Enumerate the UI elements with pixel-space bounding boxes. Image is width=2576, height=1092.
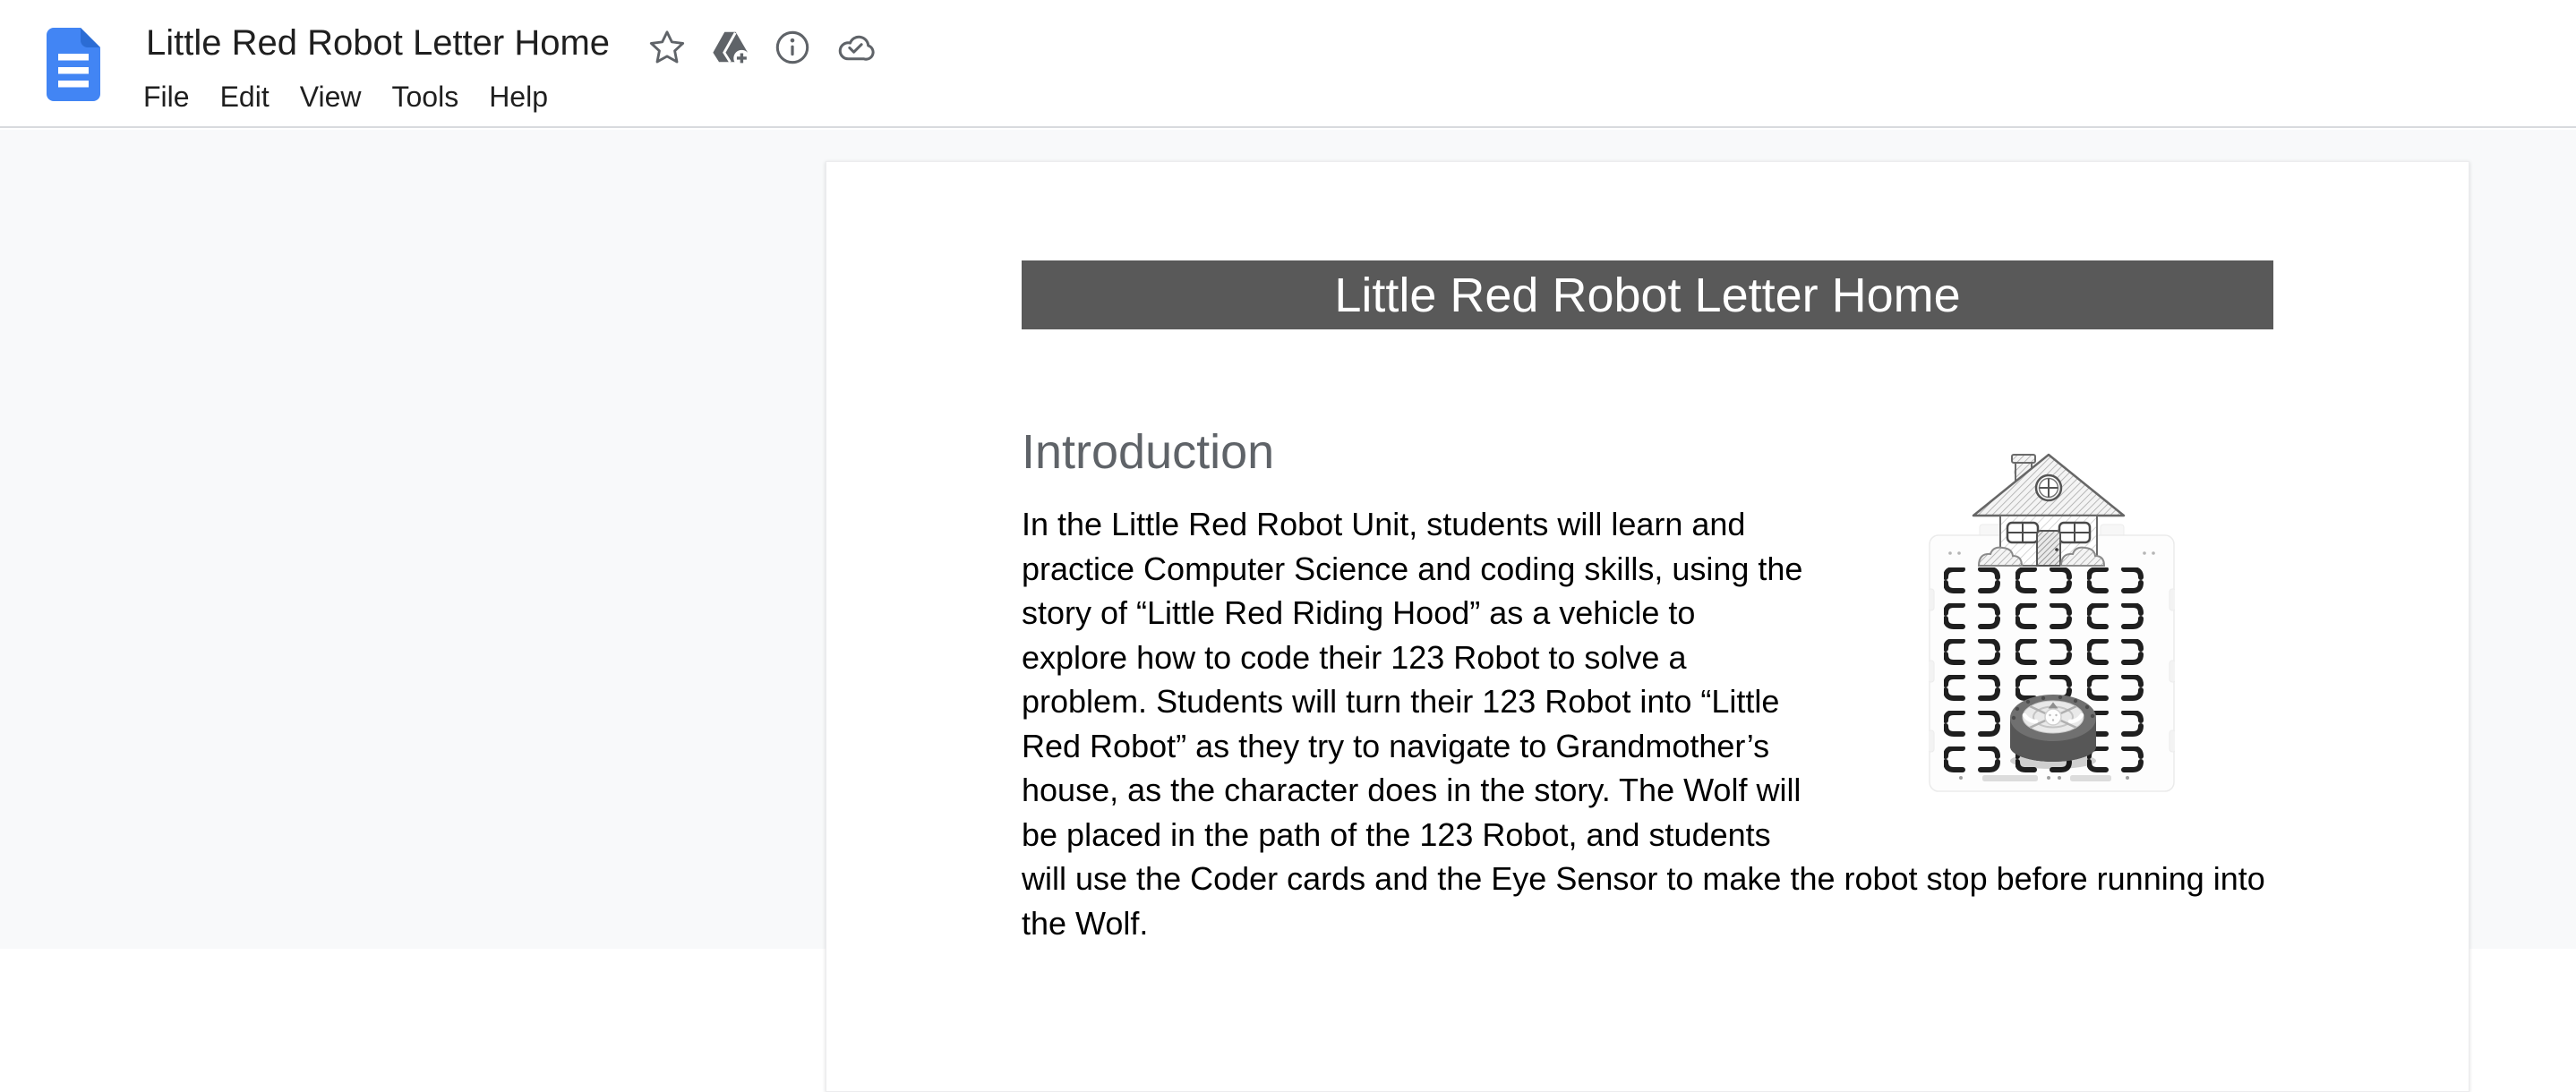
- menu-help[interactable]: Help: [489, 81, 548, 113]
- menu-edit[interactable]: Edit: [219, 81, 270, 113]
- app-header: [0, 0, 2576, 128]
- document-page[interactable]: [826, 161, 2469, 1092]
- menu-tools[interactable]: Tools: [391, 81, 459, 113]
- star-icon[interactable]: [646, 27, 688, 68]
- cloud-check-icon[interactable]: [834, 27, 876, 68]
- section-heading: Introduction: [1022, 425, 1275, 479]
- body-paragraph: In the Little Red Robot Unit, students will learn and practice Computer Science and coding skills, using the story of “Little Red Riding Hood” as a vehicle to explore how to code their 123 Robot to solve a problem. Students will turn their 123 Robot into “Little Red Robot” as they try to navigate to Grandmother’s house, as the character does in the story. The Wolf will be placed in the path of the 123 Robot, and students will use the Coder cards and the Eye Sensor to make the robot stop before running into the Wolf.: [1022, 506, 2265, 942]
- docs-logo-icon[interactable]: [47, 28, 100, 101]
- title-banner: [1022, 260, 2273, 329]
- menu-bar: [131, 76, 563, 117]
- menu-file[interactable]: File: [143, 81, 190, 113]
- banner-title-text: Little Red Robot Letter Home: [1334, 268, 1961, 322]
- robot-123: [2010, 695, 2096, 769]
- editor-canvas: [0, 130, 2576, 949]
- page-content: [826, 260, 2469, 945]
- menu-view[interactable]: View: [299, 81, 362, 113]
- header-icon-row: [646, 27, 876, 68]
- drive-add-icon[interactable]: [709, 27, 750, 68]
- house-robot-illustration: [1929, 446, 2175, 795]
- doc-title-input[interactable]: Little Red Robot Letter Home: [146, 23, 611, 63]
- info-icon[interactable]: [772, 27, 813, 68]
